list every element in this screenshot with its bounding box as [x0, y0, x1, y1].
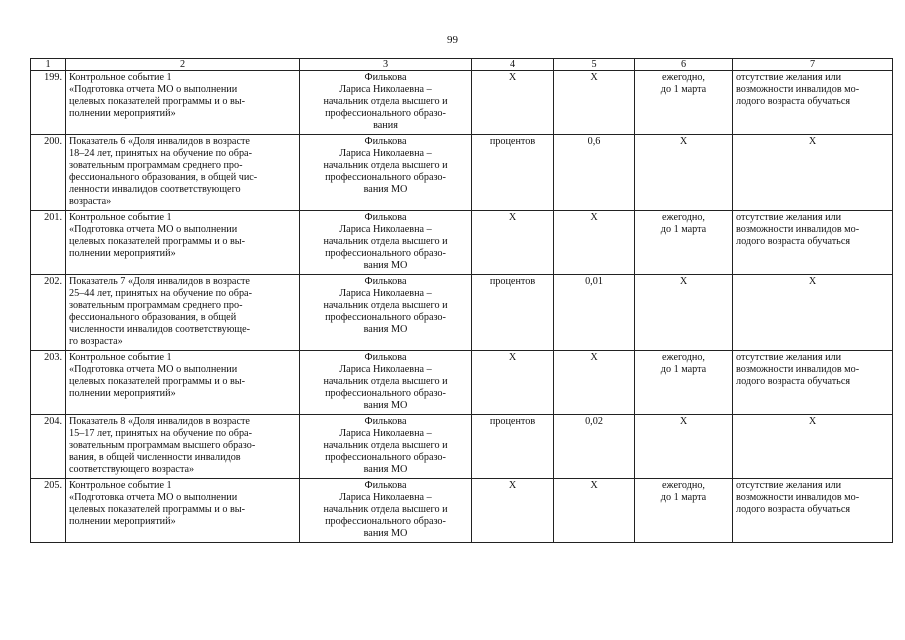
risk-line: отсутствие желания или — [736, 480, 842, 491]
risk-line: Х — [808, 276, 817, 287]
responsible-cell — [300, 71, 472, 135]
event-name-cell — [66, 211, 300, 275]
table-header-row — [31, 59, 893, 71]
event-name-line: «Подготовка отчета МО о выполнении — [69, 84, 238, 95]
responsible-line: Филькова — [364, 72, 407, 83]
row-number: 202. — [31, 275, 66, 351]
risk-line: Х — [808, 136, 817, 147]
unit-cell: Х — [472, 71, 554, 135]
value-cell: Х — [554, 71, 635, 135]
responsible-line: Лариса Николаевна – — [339, 84, 432, 95]
event-name-line: Контрольное событие 1 — [69, 480, 172, 491]
term-line: Х — [679, 276, 688, 287]
responsible-line: профессионального образо- — [325, 452, 446, 463]
responsible-line: начальник отдела высшего и — [323, 236, 448, 247]
value-cell: 0,01 — [554, 275, 635, 351]
unit-cell: Х — [472, 351, 554, 415]
value-cell: Х — [554, 211, 635, 275]
term-cell — [635, 71, 733, 135]
header-cell: 1 — [31, 59, 66, 71]
responsible-line: Филькова — [364, 136, 407, 147]
event-name-cell — [66, 479, 300, 543]
risk-line: отсутствие желания или — [736, 72, 842, 83]
responsible-line: начальник отдела высшего и — [323, 376, 448, 387]
event-name-line: зовательным программам высшего образо- — [69, 440, 256, 451]
term-line: Х — [679, 416, 688, 427]
event-name-cell — [66, 135, 300, 211]
term-line: Х — [679, 136, 688, 147]
value-cell: 0,02 — [554, 415, 635, 479]
responsible-line: вания МО — [363, 464, 408, 475]
event-name-line: целевых показателей программы и о вы- — [69, 504, 246, 515]
event-name-line: полнении мероприятий» — [69, 108, 176, 119]
risk-cell — [733, 351, 893, 415]
event-name-line: целевых показателей программы и о вы- — [69, 236, 246, 247]
risk-cell — [733, 479, 893, 543]
risk-line: лодого возраста обучаться — [736, 236, 851, 247]
risk-cell — [733, 71, 893, 135]
responsible-line: Лариса Николаевна – — [339, 428, 432, 439]
table-row — [31, 135, 893, 211]
event-name-line: фессионального образования, в общей — [69, 312, 237, 323]
event-name-cell — [66, 351, 300, 415]
responsible-line: вания МО — [363, 324, 408, 335]
risk-line: возможности инвалидов мо- — [736, 364, 860, 375]
value-cell: Х — [554, 479, 635, 543]
table-row — [31, 351, 893, 415]
risk-line: возможности инвалидов мо- — [736, 84, 860, 95]
responsible-cell — [300, 275, 472, 351]
event-name-line: полнении мероприятий» — [69, 248, 176, 259]
header-cell: 6 — [635, 59, 733, 71]
header-cell: 2 — [66, 59, 300, 71]
event-name-line: полнении мероприятий» — [69, 388, 176, 399]
row-number: 204. — [31, 415, 66, 479]
unit-cell: процентов — [472, 275, 554, 351]
event-name-line: соответствующего возраста» — [69, 464, 195, 475]
responsible-line: вания МО — [363, 184, 408, 195]
event-name-line: зовательным программам среднего про- — [69, 160, 243, 171]
event-name-line: ленности инвалидов соответствующего — [69, 184, 241, 195]
responsible-line: начальник отдела высшего и — [323, 96, 448, 107]
responsible-line: Филькова — [364, 352, 407, 363]
responsible-line: профессионального образо- — [325, 172, 446, 183]
value-cell: Х — [554, 351, 635, 415]
responsible-line: Филькова — [364, 480, 407, 491]
event-name-line: фессионального образования, в общей чис- — [69, 172, 258, 183]
responsible-line: профессионального образо- — [325, 312, 446, 323]
term-line: ежегодно, — [662, 212, 705, 223]
term-cell — [635, 275, 733, 351]
row-number: 200. — [31, 135, 66, 211]
responsible-line: Филькова — [364, 416, 407, 427]
responsible-line: вания МО — [363, 528, 408, 539]
row-number: 199. — [31, 71, 66, 135]
term-line: ежегодно, — [662, 480, 705, 491]
responsible-line: профессионального образо- — [325, 516, 446, 527]
event-name-line: целевых показателей программы и о вы- — [69, 376, 246, 387]
term-cell — [635, 135, 733, 211]
event-name-line: зовательным программам среднего про- — [69, 300, 243, 311]
event-name-line: Контрольное событие 1 — [69, 352, 172, 363]
table-row — [31, 211, 893, 275]
risk-cell — [733, 211, 893, 275]
page-number: 99 — [447, 34, 458, 46]
risk-line: отсутствие желания или — [736, 352, 842, 363]
risk-line: Х — [808, 416, 817, 427]
event-name-cell — [66, 71, 300, 135]
event-name-line: Контрольное событие 1 — [69, 72, 172, 83]
table-row — [31, 275, 893, 351]
term-line: до 1 марта — [660, 224, 707, 235]
responsible-line: начальник отдела высшего и — [323, 504, 448, 515]
row-number: 205. — [31, 479, 66, 543]
table-row — [31, 415, 893, 479]
responsible-line: Лариса Николаевна – — [339, 148, 432, 159]
unit-cell: Х — [472, 479, 554, 543]
responsible-line: вания — [373, 120, 398, 131]
event-name-line: возраста» — [69, 196, 112, 207]
responsible-line: Филькова — [364, 212, 407, 223]
table-row — [31, 71, 893, 135]
responsible-cell — [300, 479, 472, 543]
events-table — [30, 58, 893, 543]
risk-line: отсутствие желания или — [736, 212, 842, 223]
event-name-line: 25–44 лет, принятых на обучение по обра- — [69, 288, 252, 299]
event-name-line: Показатель 8 «Доля инвалидов в возрасте — [69, 416, 250, 427]
row-number: 201. — [31, 211, 66, 275]
unit-cell: процентов — [472, 415, 554, 479]
term-line: ежегодно, — [662, 352, 705, 363]
event-name-line: полнении мероприятий» — [69, 516, 176, 527]
responsible-line: вания МО — [363, 260, 408, 271]
term-cell — [635, 479, 733, 543]
header-cell: 4 — [472, 59, 554, 71]
responsible-line: Лариса Николаевна – — [339, 492, 432, 503]
term-line: до 1 марта — [660, 492, 707, 503]
responsible-line: Лариса Николаевна – — [339, 288, 432, 299]
term-line: до 1 марта — [660, 84, 707, 95]
event-name-cell — [66, 415, 300, 479]
term-cell — [635, 415, 733, 479]
risk-line: лодого возраста обучаться — [736, 376, 851, 387]
term-line: ежегодно, — [662, 72, 705, 83]
risk-cell — [733, 275, 893, 351]
responsible-cell — [300, 135, 472, 211]
event-name-line: Показатель 6 «Доля инвалидов в возрасте — [69, 136, 250, 147]
responsible-cell — [300, 211, 472, 275]
header-cell: 5 — [554, 59, 635, 71]
risk-cell — [733, 415, 893, 479]
responsible-line: начальник отдела высшего и — [323, 300, 448, 311]
unit-cell: Х — [472, 211, 554, 275]
responsible-line: начальник отдела высшего и — [323, 160, 448, 171]
table-row — [31, 479, 893, 543]
responsible-line: вания МО — [363, 400, 408, 411]
event-name-line: 18–24 лет, принятых на обучение по обра- — [69, 148, 252, 159]
event-name-line: Показатель 7 «Доля инвалидов в возрасте — [69, 276, 250, 287]
responsible-cell — [300, 415, 472, 479]
risk-line: возможности инвалидов мо- — [736, 492, 860, 503]
responsible-line: профессионального образо- — [325, 248, 446, 259]
risk-line: возможности инвалидов мо- — [736, 224, 860, 235]
row-number: 203. — [31, 351, 66, 415]
responsible-line: начальник отдела высшего и — [323, 440, 448, 451]
responsible-line: профессионального образо- — [325, 108, 446, 119]
event-name-line: «Подготовка отчета МО о выполнении — [69, 492, 238, 503]
responsible-line: профессионального образо- — [325, 388, 446, 399]
event-name-line: Контрольное событие 1 — [69, 212, 172, 223]
risk-cell — [733, 135, 893, 211]
responsible-cell — [300, 351, 472, 415]
event-name-line: вания, в общей численности инвалидов — [69, 452, 241, 463]
header-cell: 3 — [300, 59, 472, 71]
responsible-line: Филькова — [364, 276, 407, 287]
term-cell — [635, 351, 733, 415]
responsible-line: Лариса Николаевна – — [339, 224, 432, 235]
event-name-cell — [66, 275, 300, 351]
event-name-line: го возраста» — [69, 336, 123, 347]
unit-cell: процентов — [472, 135, 554, 211]
event-name-line: «Подготовка отчета МО о выполнении — [69, 224, 238, 235]
event-name-line: численности инвалидов соответствующе- — [69, 324, 251, 335]
value-cell: 0,6 — [554, 135, 635, 211]
term-cell — [635, 211, 733, 275]
risk-line: лодого возраста обучаться — [736, 96, 851, 107]
event-name-line: «Подготовка отчета МО о выполнении — [69, 364, 238, 375]
event-name-line: целевых показателей программы и о вы- — [69, 96, 246, 107]
header-cell: 7 — [733, 59, 893, 71]
risk-line: лодого возраста обучаться — [736, 504, 851, 515]
term-line: до 1 марта — [660, 364, 707, 375]
responsible-line: Лариса Николаевна – — [339, 364, 432, 375]
event-name-line: 15–17 лет, принятых на обучение по обра- — [69, 428, 252, 439]
